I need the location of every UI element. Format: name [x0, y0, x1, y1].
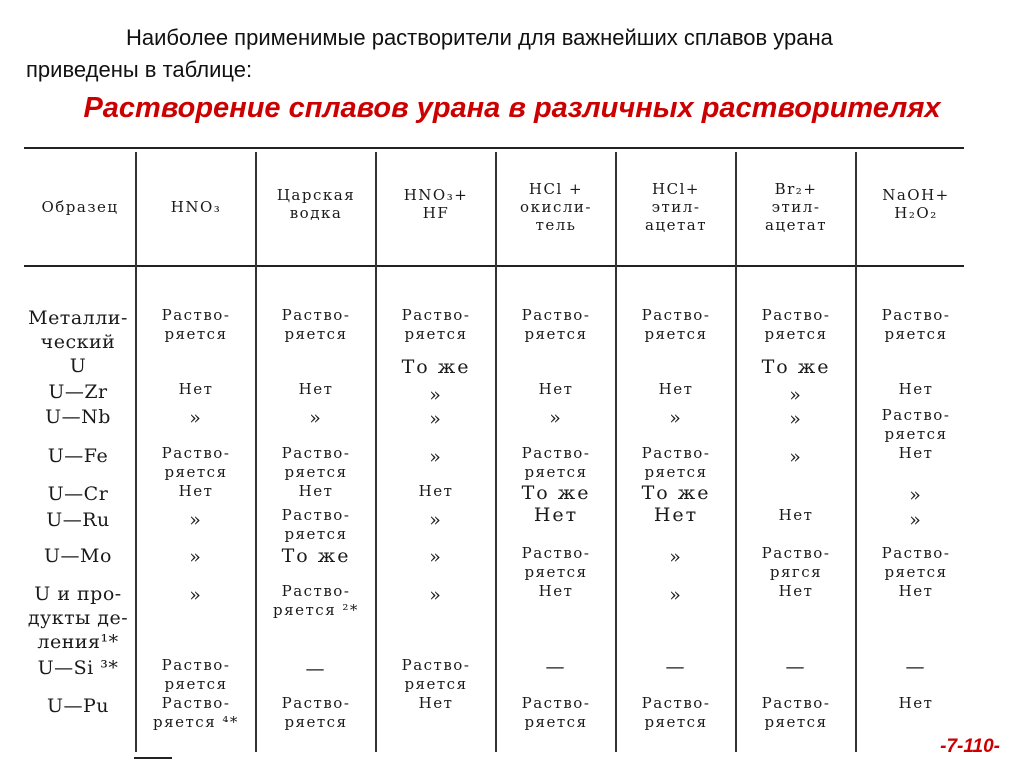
table-cell: Нет — [418, 482, 454, 500]
sample-u-mo: U—Mo — [44, 545, 112, 567]
table-cell: Раство- ряется ²* — [273, 582, 359, 619]
table-bottom-rule — [134, 757, 172, 759]
table-cell: » — [189, 407, 203, 429]
table-cell: » — [429, 546, 443, 568]
sample-u-pu: U—Pu — [46, 695, 110, 717]
table-cell: То же Нет — [641, 482, 711, 526]
table-cell: Раство- ряется — [641, 444, 711, 481]
sample-u-si: U—Si ³* — [37, 657, 119, 679]
header-aqua-regia: Царская водка — [276, 186, 356, 222]
table-cell: Раство- ряется Нет — [401, 656, 471, 712]
table-cell: Раство- ряется — [521, 694, 591, 731]
table-cell: » — [309, 407, 323, 429]
sample-u-nb: U—Nb — [45, 406, 111, 428]
table-cell: Раство- ряется Нет — [281, 444, 351, 500]
intro-text — [26, 22, 1006, 86]
sample-u-fission-products: U и про- дукты де- ления¹* — [27, 583, 129, 653]
table-cell: » — [789, 408, 803, 430]
table-cell: Раство- рягся Нет — [761, 544, 831, 600]
table-cell: — — [305, 658, 327, 680]
table-cell: » — [789, 384, 803, 406]
table-cell: » — [429, 408, 443, 430]
table-cell: Раство- ряется — [281, 694, 351, 731]
intro-line-2: приведены в таблице: — [26, 57, 253, 82]
table-header-rule — [24, 265, 964, 267]
table-heading: Растворение сплавов урана в различных растворителях — [83, 92, 941, 124]
intro-line-1: Наиболее применимые растворители для важнейших сплавов урана — [126, 25, 833, 50]
table-cell: Раство- ряется — [521, 306, 591, 343]
table-cell: Раство- ряется — [521, 444, 591, 481]
table-cell: Раство- ряется Нет — [881, 544, 951, 600]
table-cell: Нет — [898, 694, 934, 712]
table-cell: » — [669, 546, 683, 568]
header-hcl-ethyl-acetate: HCl+ этил- ацетат — [644, 180, 707, 234]
header-hno3: HNO₃ — [170, 198, 222, 216]
table-cell: — — [785, 656, 807, 678]
table-cell: » — [429, 509, 443, 531]
table-cell: Раство- ряется — [281, 506, 351, 543]
table-cell: Раство- ряется — [641, 306, 711, 343]
table-cell: Нет — [178, 380, 214, 398]
table-cell: То же — [761, 356, 831, 378]
table-cell: Раство- ряется — [881, 306, 951, 343]
table-cell: » — [909, 484, 923, 506]
table-cell: Нет — [658, 380, 694, 398]
table-cell: » — [549, 407, 563, 429]
table-cell: » — [909, 509, 923, 531]
table-cell: Нет — [538, 380, 574, 398]
table-cell: — — [665, 656, 687, 678]
table-cell: Раство- ряется Нет — [881, 406, 951, 462]
table-cell: То же — [281, 545, 351, 567]
table-cell: » — [429, 384, 443, 406]
table-cell: » — [189, 546, 203, 568]
table-cell: — — [905, 656, 927, 678]
table-cell: » — [429, 446, 443, 468]
header-hno3-hf: HNO₃+ HF — [403, 186, 469, 222]
table-cell: Раство- ряется — [401, 306, 471, 343]
table-cell: Нет — [298, 380, 334, 398]
sample-u-fe: U—Fe — [47, 445, 109, 467]
table-cell: » — [189, 584, 203, 606]
header-hcl-oxidizer: HCl + окисли- тель — [520, 180, 592, 234]
table-cell: То же — [401, 356, 471, 378]
table-cell: Раство- ряется — [161, 306, 231, 343]
sample-u-ru: U—Ru — [46, 509, 110, 531]
sample-metallic-u: Металли- ческий U — [28, 307, 128, 377]
table-cell: Раство- ряется — [761, 694, 831, 731]
table-cell: » — [669, 407, 683, 429]
table-cell: Раство- ряется Нет — [521, 544, 591, 600]
table-cell: То же Нет — [521, 482, 591, 526]
table-cell: Нет — [898, 380, 934, 398]
table-cell: » — [429, 584, 443, 606]
table-cell: Раство- ряется — [281, 306, 351, 343]
table-cell: Раство- ряется Нет — [161, 444, 231, 500]
header-br2-ethyl-acetate: Br₂+ этил- ацетат — [764, 180, 827, 234]
table-cell: Раство- ряется Раство- ряется ⁴* — [153, 656, 239, 731]
sample-u-zr: U—Zr — [48, 381, 108, 403]
table-cell: Раство- ряется — [761, 306, 831, 343]
page-number: -7-110- — [940, 736, 1000, 757]
header-sample: Образец — [41, 198, 119, 216]
table-cell: — — [545, 656, 567, 678]
table-cell: » — [189, 509, 203, 531]
header-naoh-h2o2: NaOH+ H₂O₂ — [882, 186, 950, 222]
table-cell: » — [669, 584, 683, 606]
table-cell: Раство- ряется — [641, 694, 711, 731]
table-cell: Нет — [778, 506, 814, 524]
table-top-rule — [24, 147, 964, 149]
table-cell: » — [789, 446, 803, 468]
sample-u-cr: U—Cr — [47, 483, 109, 505]
